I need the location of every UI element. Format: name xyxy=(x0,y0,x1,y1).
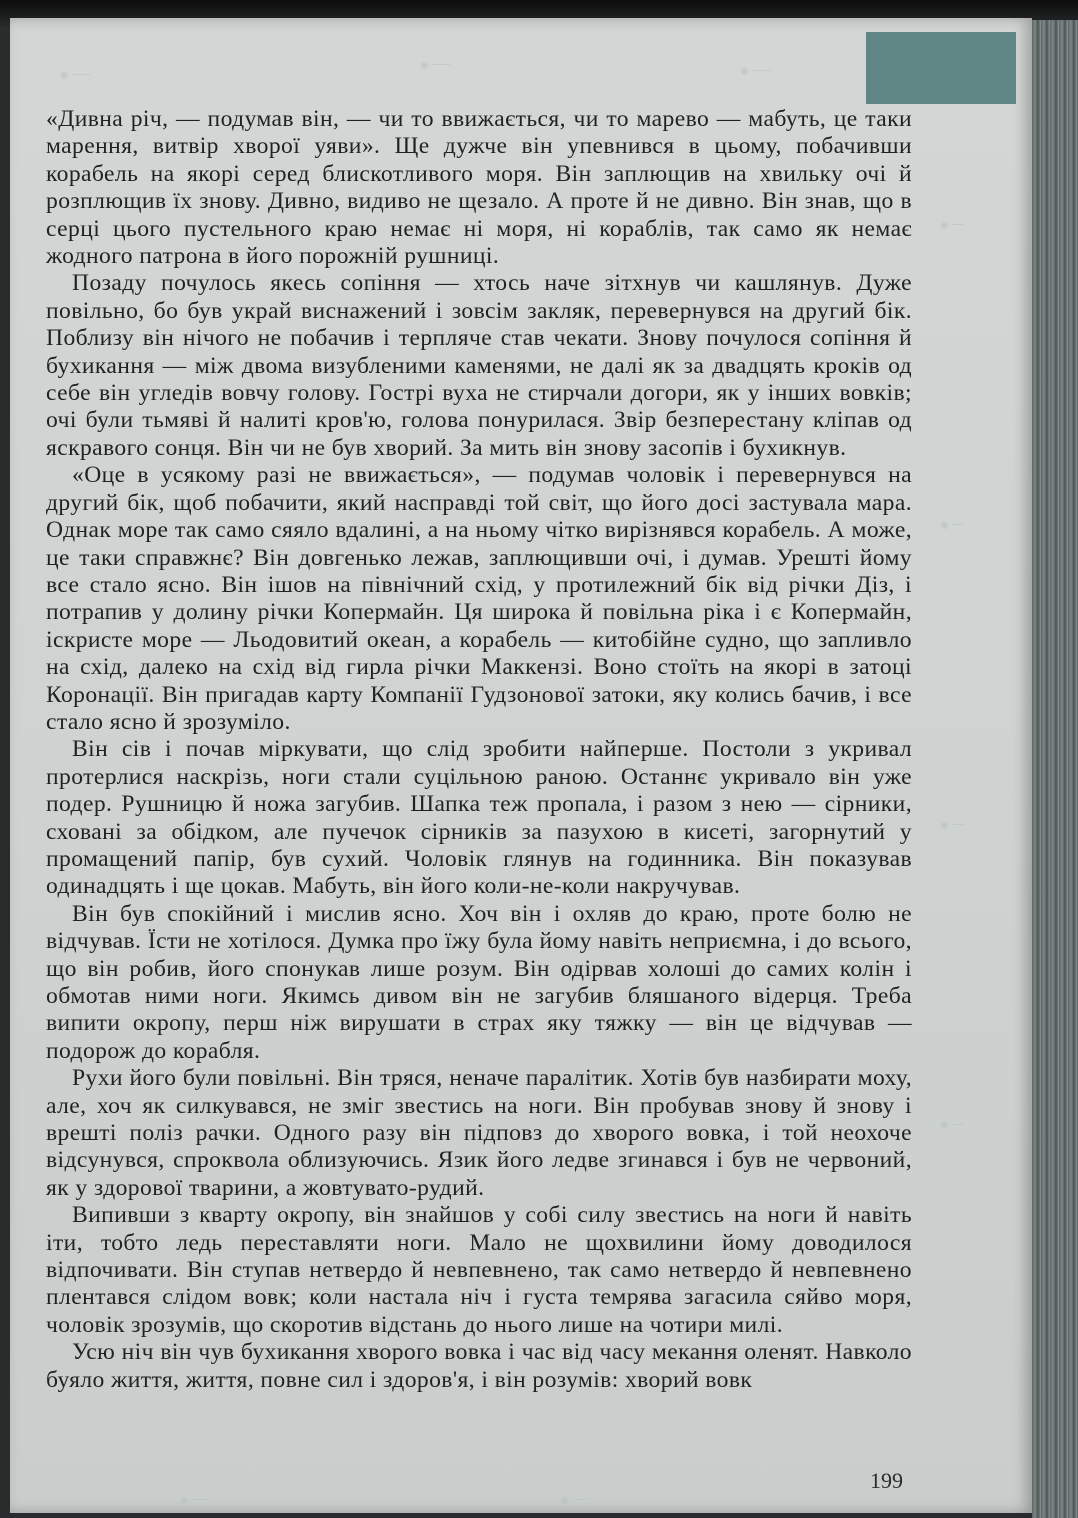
watermark-logo: ◉ ── xyxy=(940,1120,964,1131)
paragraph: Позаду почулось якесь сопіння — хтось наче зітхнув чи кашлянув. Дуже повільно, бо був украй виснажений і зовсім закляк, перевернувся на другий бік. Поблизу він нічого не побачив і терпляче став чекати. Знову почулося сопіння й бухикання — між двома визубленими каменями, не далі як за двадцять кроків од себе він угледів вовчу голову. Гострі вуха не стирчали догори, як у інших вовків; очі були тьмяві й налиті кров'ю, голова понурилася. Звір безперестану кліпав од яскравого сонця. Він чи не був хворий. За мить він знову засопів і бухикнув. xyxy=(46,270,912,461)
paragraph: Він був спокійний і мислив ясно. Хоч він і охляв до краю, проте болю не відчував. Їсти не хотілося. Думка про їжу була йому навіть неприємна, і до всього, що він робив, його спонукав лише розум. Він одірвав холоші до самих колін і обмотав ними ноги. Якимсь дивом він не загубив бляшаного відерця. Треба випити окропу, перш ніж вирушати в страх яку тяжку — він це відчував — подорож до корабля. xyxy=(46,900,912,1064)
watermark-logo: ◉ ─── xyxy=(420,60,450,71)
watermark-logo: ◉ ─── xyxy=(740,66,770,77)
paragraph: «Дивна річ, — подумав він, — чи то ввижається, чи то марево — мабуть, це таки марення, витвір хворої уяви». Ще дужче він упевнився в цьому, побачивши корабель на якорі серед блискотливого моря. Він заплющив на хвильку очі й розплющив їх знову. Дивно, видиво не щезало. А проте й не дивно. Він знав, що в серці цього пустельного краю немає ні моря, ні кораблів, так само як немає жодного патрона в його порожній рушниці. xyxy=(46,106,912,270)
paragraph: Рухи його були повільні. Він тряся, неначе паралітик. Хотів був назбирати моху, але, хоч як силкувався, не зміг звестись на ноги. Він пробував знову й знову і врешті поліз рачки. Одного разу він підповз до хворого вовка, і той неохоче відсунувся, спроквола облизуючись. Язик його ледве згинався і був не червоний, як у здорової тварини, а жовтувато-рудий. xyxy=(46,1065,912,1201)
watermark-logo: ◉ ── xyxy=(940,220,964,231)
paragraph: Усю ніч він чув бухикання хворого вовка і час від часу мекання оленят. Навколо буяло життя, життя, повне сил і здоров'я, і він розумів: хворий вовк xyxy=(46,1339,912,1393)
watermark-logo: ◉ ─── xyxy=(560,1495,590,1506)
watermark-logo: ◉ ── xyxy=(940,520,964,531)
corner-color-tab xyxy=(866,32,1016,104)
paragraph: Він сів і почав міркувати, що слід зробити найперше. Постоли з укривал протерлися наскрізь, ноги стали суцільною раною. Останнє укривало він уже подер. Рушницю й ножа загубив. Шапка теж пропала, і разом з нею — сірники, сховані за обідком, але пучечок сірників за пазухою в кисеті, загорнутий у промащений папір, був сухий. Чоловік глянув на годинника. Він показував одинадцять і ще цокав. Мабуть, він його коли-не-коли накручував. xyxy=(46,736,912,900)
watermark-logo: ◉ ─── xyxy=(180,1495,210,1506)
paragraph: «Оце в усякому разі не ввижається», — подумав чоловік і перевернувся на другий бік, щоб побачити, який насправді той світ, що його досі застувала мара. Однак море так само сяяло вдалині, а на ньому чітко вирізнявся корабель. А може, це таки справжнє? Він довгенько лежав, заплющивши очі, і думав. Урешті йому все стало ясно. Він ішов на північний схід, у протилежний бік від річки Діз, і потрапив у долину річки Копермайн. Ця широка й повільна ріка і є Копермайн, іскристе море — Льодовитий океан, а корабель — китобійне судно, що запливло на схід, далеко на схід від гирла річки Маккензі. Воно стоїть на якорі в затоці Коронації. Він пригадав карту Компанії Гудзонової затоки, яку колись бачив, і все стало ясно й зрозуміло. xyxy=(46,462,912,735)
page-number: 199 xyxy=(870,1468,903,1493)
watermark-logo: ◉ ── xyxy=(940,820,964,831)
body-text xyxy=(46,106,912,1394)
watermark-logo: ◉ ─── xyxy=(60,70,90,81)
paragraph: Випивши з кварту окропу, він знайшов у собі силу звестись на ноги й навіть іти, тобто ледь переставляти ноги. Мало не щохвилини йому доводилося відпочивати. Він ступав нетвердо й невпевнено, так само нетвердо й невпевнено плентався слідом вовк; коли настала ніч і густа темрява загасила сяйво моря, чоловік зрозумів, що скоротив відстань до нього лише на чотири милі. xyxy=(46,1202,912,1338)
book-page-edges xyxy=(1032,20,1078,1518)
